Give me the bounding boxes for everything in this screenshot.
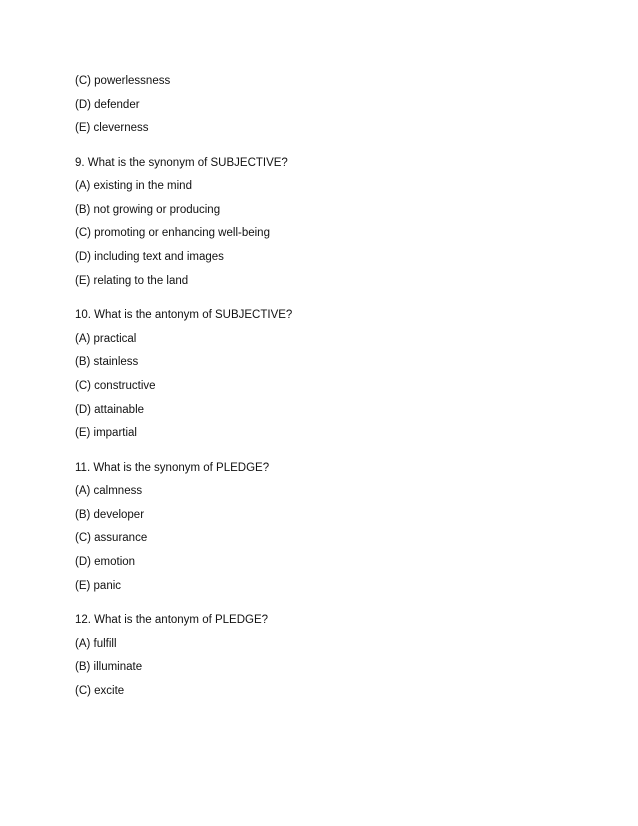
option-line: (C) powerlessness [75,75,171,87]
option-line: (C) excite [75,684,125,697]
option-line: (D) emotion [75,556,136,568]
question-block-8-continued [75,74,575,135]
question-text: 11. What is the synonym of PLEDGE? [75,461,270,474]
option-line: (A) practical [75,332,137,345]
option-line: (B) illuminate [75,661,143,674]
option-line: (D) including text and images [75,251,224,264]
option-line: (D) defender [75,98,140,111]
question-block-12 [75,613,575,698]
question-block-10 [75,308,575,440]
question-text: 9. What is the synonym of SUBJECTIVE? [75,156,288,169]
option-line: (E) impartial [75,427,137,440]
quiz-content [75,74,575,707]
question-block-9 [75,156,575,288]
option-line: (C) assurance [75,532,148,545]
question-text: 10. What is the antonym of SUBJECTIVE? [75,309,293,322]
option-line: (E) panic [75,579,122,592]
option-line: (A) fulfill [75,637,117,650]
option-line: (A) existing in the mind [75,180,192,193]
option-line: (D) attainable [75,403,145,416]
question-block-11 [75,461,575,593]
option-line: (E) relating to the land [75,274,189,287]
question-text: 12. What is the antonym of PLEDGE? [75,614,269,627]
option-line: (B) stainless [75,356,139,369]
option-line: (B) not growing or producing [75,203,221,216]
option-line: (B) developer [75,508,145,521]
option-line: (C) constructive [75,379,156,392]
option-line: (A) calmness [75,485,143,498]
option-line: (E) cleverness [75,122,149,135]
option-line: (C) promoting or enhancing well-being [75,227,270,240]
